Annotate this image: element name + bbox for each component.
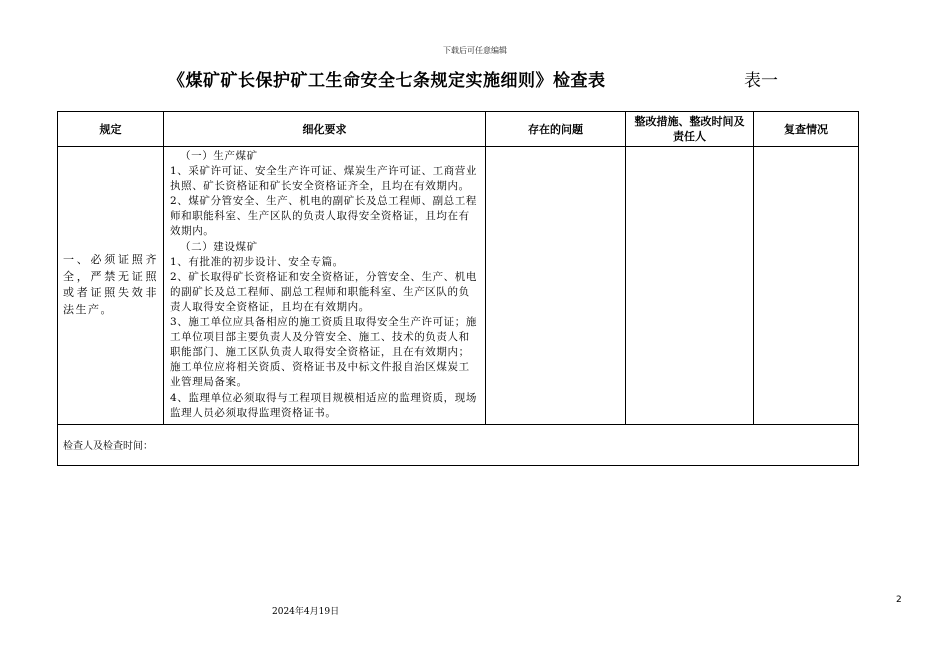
- detail-line: （一）生产煤矿: [180, 150, 258, 162]
- detail-line: 2、煤矿分管安全、生产、机电的副矿长及总工程师、副总工程师和职能科室、生产区队的负责人取得安全资格证，且均在有效期内。: [170, 195, 477, 238]
- column-header-detail: 细化要求: [164, 112, 486, 147]
- detail-line: 4、监理单位必须取得与工程项目规模相适应的监理资质，现场监理人员必须取得监理资格证书。: [170, 391, 477, 419]
- detail-line: （二）建设煤矿: [180, 240, 258, 253]
- document-title: 《煤矿矿长保护矿工生命安全七条规定实施细则》检查表: [168, 71, 606, 91]
- document-date: 2024年4月19日: [272, 607, 340, 617]
- column-header-review: 复查情况: [754, 112, 859, 147]
- detail-line: 2、矿长取得矿长资格证和安全资格证，分管安全、生产、机电的副矿长及总工程师、副总工程师和职能科室、生产区队的负责人取得安全资格证，且均在有效期内。: [170, 270, 477, 313]
- inspection-table: [57, 111, 859, 466]
- rule-cell: 一、必须证照齐全，严禁无证照或者证照失效非法生产。: [58, 147, 164, 425]
- detail-line: 1、采矿许可证、安全生产许可证、煤炭生产许可证、工商营业执照、矿长资格证和矿长安全资格证齐全，且均在有效期内。: [170, 165, 477, 193]
- page-number: 2: [896, 595, 902, 605]
- column-header-problems: 存在的问题: [486, 112, 626, 147]
- table-row: [58, 147, 859, 425]
- header-note: 下载后可任意编辑: [443, 46, 507, 55]
- rectify-cell: [626, 147, 754, 425]
- inspector-and-time: 检查人及检查时间：: [58, 424, 859, 465]
- detail-line: 1、有批准的初步设计、安全专篇。: [170, 255, 344, 268]
- review-cell: [754, 147, 859, 425]
- footer-row: [58, 424, 859, 465]
- column-header-rectify: 整改措施、整改时间及责任人: [626, 112, 754, 147]
- table-label: 表一: [744, 71, 778, 91]
- column-header-rule: 规定: [58, 112, 164, 147]
- detail-line: 3、施工单位应具备相应的施工资质且取得安全生产许可证；施工单位项目部主要负责人及分管安全、施工、技术的负责人和职能部门、施工区队负责人取得安全资格证，且在有效期内；施工单位应将相关资质、资格证书及中标文件报自治区煤炭工业管理局备案。: [170, 316, 477, 389]
- table-header-row: [58, 112, 859, 147]
- detail-cell: [164, 147, 486, 425]
- problems-cell: [486, 147, 626, 425]
